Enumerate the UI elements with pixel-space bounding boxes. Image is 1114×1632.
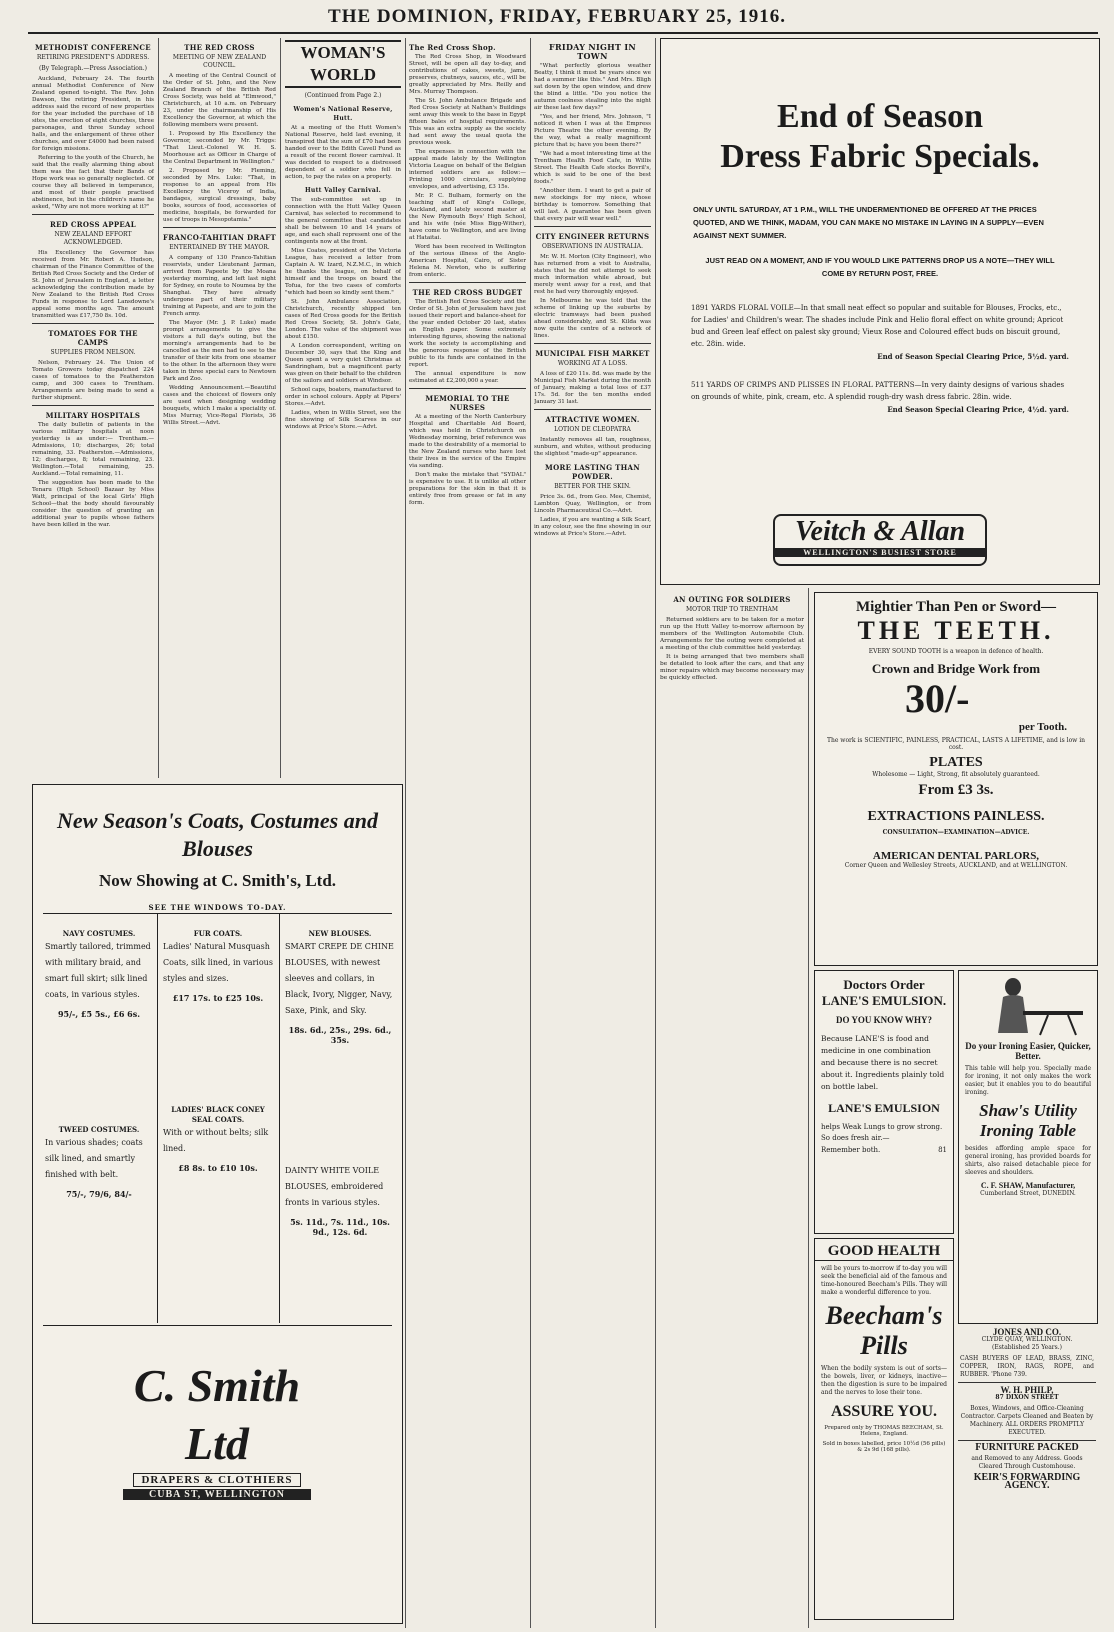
paragraph: 1. Proposed by His Excellency the Governor, seconded by Mr. Triggs: "That Lieut.-Colonel W. H. S. Moorhouse act as Officer in Charge of the Central Department in Wellington." <box>163 131 276 165</box>
headline: MEMORIAL TO THE NURSES <box>425 394 510 412</box>
divider <box>279 913 280 1323</box>
subhead: WORKING AT A LOSS. <box>557 360 628 367</box>
product-price: £8 8s. to £10 10s. <box>178 1163 258 1173</box>
ad-line: EVERY SOUND TOOTH is a weapon in defence of health. <box>868 648 1044 655</box>
product-navy-costumes <box>45 929 153 1019</box>
column-rule <box>808 588 809 1628</box>
ad-title: KEIR'S FORWARDING AGENCY. <box>973 1472 1081 1491</box>
masthead: THE DOMINION, FRIDAY, FEBRUARY 25, 1916. <box>328 6 786 27</box>
paragraph: The Red Cross Shop, in Woodward Street, will be open all day to-day, and contributions of cakes, sweets, jams, preserves, chutneys, sauces, etc., will be greatly appreciated by Mrs. Reilly and Mrs. Murray Thompson. <box>409 54 526 95</box>
paragraph: In Melbourne he was told that the scheme of linking up the suburbs by electric tramways had been pushed ahead considerably, and St. Kilda was now quite the centre of a network of lines. <box>534 298 651 339</box>
column-womans-world <box>285 38 401 778</box>
ad-line: (Established 25 Years.) <box>991 1344 1062 1351</box>
divider <box>534 409 651 410</box>
logo-subtext: WELLINGTON'S BUSIEST STORE <box>775 548 985 557</box>
ad-title: New Season's Coats, Costumes and Blouses <box>57 808 378 861</box>
ad-title: Doctors Order <box>843 977 925 992</box>
ad-title: Pills <box>860 1331 908 1360</box>
headline: TOMATOES FOR THE CAMPS <box>48 329 138 347</box>
ad-title: End of Season <box>777 98 983 135</box>
headline: MORE LASTING THAN POWDER. <box>545 463 640 481</box>
logo-text: C. Smith Ltd <box>133 1360 301 1469</box>
column-red-cross <box>163 38 276 778</box>
ad-title: LANE'S EMULSION <box>828 1101 940 1115</box>
ad-price: 30/- <box>905 676 970 721</box>
paragraph: The expenses in connection with the appeal made lately by the Wellington Victoria League on behalf of the Belgian interned soldiers are as follow:— Printing 1000 circulars, supplying envelopes, and advertising, £3 15s. <box>409 149 526 190</box>
ad-title: Ironing Table <box>979 1121 1077 1140</box>
section-title: Women's National Reserve, Hutt. <box>293 106 393 122</box>
product-price: 75/-, 79/6, 84/- <box>66 1189 132 1199</box>
ad-title: W. H. PHILP, <box>1000 1385 1054 1395</box>
shaw-ironing-ad <box>958 970 1098 1324</box>
ad-intro: ONLY UNTIL SATURDAY, AT 1 P.M., WILL THE UNDERMENTIONED BE OFFERED AT THE PRICES QUOTED, AND WE THINK, MADAM, YOU CAN MAKE NO MISTAKE IN LAYING IN A SUPPLY—EVEN AGAINST NEXT SUMMER. <box>693 205 1044 240</box>
paragraph: Ladies, if you are wanting a Silk Scarf, in any colour, see the fine showing in our windows at Price's Store.—Advt. <box>534 517 651 537</box>
ad-body: This table will help you. Specially made for ironing, it not only makes the work easier, but it enables you to do beautiful ironing. <box>965 1065 1091 1096</box>
ad-line: Wholesome — Light, Strong, fit absolutely guaranteed. <box>872 771 1040 778</box>
paragraph: Nelson, February 24. The Union of Tomato Growers today dispatched 224 cases of tomatoes to the Featherston camp, and 300 cases to Trentham. Arrangements are being made to send a further shipment. <box>32 360 154 401</box>
ad-body: besides affording ample space for general ironing, has provided boards for shirts, also raised detachable piece for sleeves and shoulders. <box>965 1145 1091 1176</box>
product-title: NEW BLOUSES. <box>308 929 372 938</box>
subhead: NEW ZEALAND EFFORT ACKNOWLEDGED. <box>54 231 132 246</box>
paragraph: The British Red Cross Society and the Order of St. John of Jerusalem have just issued their report and balance-sheet for the year ended October 20 last, states an English paper. Some extremely interesting figures, showing the national work the society is accomplishing and the generous response of the British public to its funds are contained in the report. <box>409 299 526 368</box>
paragraph: Miss Coates, president of the Victoria League, has received a letter from Captain A. W. Izard, N.Z.M.C., in which he thanks the league, on behalf of himself and the troops on board the Tofua, for the two cases of comforts "which had been so kindly sent them." <box>285 248 401 296</box>
headline: ATTRACTIVE WOMEN. <box>545 415 640 424</box>
ad-item: 1891 YARDS FLORAL VOILE—In that small neat effect so popular and suitable for Blouses, Frocks, etc., for Ladies' and Children's wear. The shades include Pink and Helio floral effect on white ground; Apricot bud and Green leaf effect on palest sky ground; Vieux Rose and Coloured effect buds on biscuit ground, etc. 28in. wide. <box>691 304 1064 348</box>
subhead: MEETING OF NEW ZEALAND COUNCIL. <box>172 54 267 69</box>
subhead: MOTOR TRIP TO TRENTHAM <box>686 606 778 613</box>
ad-body: CASH BUYERS OF LEAD, BRASS, ZINC, COPPER, IRON, RAGS, ROPE, and RUBBER. 'Phone 739. <box>960 1355 1094 1378</box>
ad-heading: PLATES <box>929 755 983 770</box>
ad-title: FURNITURE PACKED <box>975 1442 1079 1453</box>
classified-ads <box>958 1328 1096 1618</box>
paragraph: 2. Proposed by Mr. Fleming, seconded by Mrs. Luke: "That, in response to an appeal from His Excellency the Viceroy of India, bandages, surgical dressings, baby books, sources of food, accessories of medicine, hospitals, be forwarded for use of troops in Mesopotamia." <box>163 168 276 223</box>
subhead: LOTION DE CLEOPATRA <box>554 426 631 433</box>
column-rule <box>280 38 281 778</box>
paragraph: Word has been received in Wellington of the serious illness of the Anglo-American Hospital, Cairo, of Sister Helena M. Newton, who is suffering from enteric. <box>409 244 526 278</box>
product-price: £17 17s. to £25 10s. <box>172 993 264 1003</box>
paragraph: Wedding Announcement.—Beautiful cases and the choicest of flowers only are used when designing wedding bouquets, which I make a speciality of. Miss Murray, Vice-Regal Florists, 36 Willis Street.—Advt. <box>163 385 276 426</box>
ad-line: Cumberland Street, DUNEDIN. <box>980 1190 1076 1197</box>
ad-heading: AMERICAN DENTAL PARLORS, <box>872 850 1040 862</box>
column-rule <box>530 38 531 1628</box>
ad-price: End of Season Special Clearing Price, 5½d. yard. <box>877 352 1069 361</box>
paragraph: "Another item. I want to get a pair of new stockings for my niece, whose birthday is tomorrow. Something that will last. A guarantee has been given that every pair will wear well." <box>534 188 651 222</box>
womans-world-banner: WOMAN'S WORLD <box>285 40 401 88</box>
ad-item: 511 YARDS OF CRIMPS AND PLISSES IN FLORAL PATTERNS—In very dainty designs of various shades on grounds of white, pink, cream, etc. A splendid rough-dry wash dress fabric. 28in. wide. <box>691 381 1065 401</box>
divider <box>32 214 154 215</box>
subhead: SUPPLIES FROM NELSON. <box>50 349 136 356</box>
ad-price: End Season Special Clearing Price, 4½d. yard. <box>887 405 1069 414</box>
subhead: ENTERTAINED BY THE MAYOR. <box>169 244 270 251</box>
divider <box>958 1382 1096 1383</box>
column-rule <box>405 38 406 1628</box>
paragraph: A London correspondent, writing on December 30, says that the King and Queen spent a very quiet Christmas at Sandringham, but a magnificent party was given on their behalf to the children of the sailors and soldiers at Windsor. <box>285 343 401 384</box>
headline: AN OUTING FOR SOLDIERS <box>673 595 791 604</box>
product-price: 95/-, £5 5s., £6 6s. <box>57 1009 141 1019</box>
divider <box>409 282 526 283</box>
ad-title: Beecham's <box>825 1301 943 1330</box>
subhead: RETIRING PRESIDENT'S ADDRESS. <box>36 54 150 61</box>
ad-price-unit: per Tooth. <box>1018 721 1067 733</box>
ad-body: Because LANE'S is food and medicine in one combination and because there is no secret about it. Ingredients plainly told on bottle label. <box>821 1034 945 1091</box>
product-desc: Ladies' Natural Musquash Coats, silk lined, in various styles and sizes. <box>163 942 273 983</box>
divider <box>163 227 276 228</box>
ad-line: The work is SCIENTIFIC, PAINLESS, PRACTICAL, LASTS A LIFETIME, and is low in cost. <box>826 737 1086 751</box>
byline: (By Telegraph.—Press Association.) <box>38 65 148 72</box>
divider <box>43 913 392 914</box>
ad-body: will be yours to-morrow if to-day you will seek the beneficial aid of the famous and time-honoured Beecham's Pills. They will make a wonderful difference to you. <box>821 1265 947 1296</box>
product-desc: With or without belts; silk lined. <box>163 1128 269 1153</box>
c-smith-ad <box>32 784 403 1624</box>
ad-title: ASSURE YOU. <box>830 1403 938 1420</box>
product-title: FUR COATS. <box>193 929 243 938</box>
column-friday-night <box>534 38 651 1628</box>
divider <box>409 388 526 389</box>
headline: MUNICIPAL FISH MARKET <box>535 349 650 358</box>
product-tweed-costumes <box>45 1125 153 1199</box>
ad-body: and Removed to any Address. Goods Cleared Through Customhouse. <box>971 1455 1083 1470</box>
headline: THE RED CROSS BUDGET <box>412 288 523 297</box>
product-title: LADIES' BLACK CONEY SEAL COATS. <box>171 1105 265 1124</box>
ad-footer <box>821 1146 947 1154</box>
ad-line: Remember both. <box>821 1146 881 1154</box>
product-desc: Smartly tailored, trimmed with military braid, and smart full skirt; silk lined coats, in various styles. <box>45 942 151 999</box>
ad-line: Prepared only by THOMAS BEECHAM, St. Helens, England. <box>824 1425 944 1437</box>
paragraph: The suggestion has been made to the Tenaru (High School) Bazaar by Miss Watt, principal of the local Girls' High School—that the body should favourably consider the question of granting an additional year to pupils whose fathers have been killed in the war. <box>32 480 154 528</box>
c-smith-logo <box>103 1357 331 1500</box>
paragraph: His Excellency the Governor has received from Mr. Robert A. Hudson, chairman of the Finance Committee of the British Red Cross Society and the Order of St. John of Jerusalem in England, a letter acknowledging the contribution made by New Zealand to the British Red Cross Funds in response to Lord Lansdowne's appeal some months ago. The amount transmitted was £17,750 8s. 10d. <box>32 250 154 319</box>
paragraph: "We had a most interesting time at the Trentham Health Food Cafe, in Willis Street. The Health Cafe stocks Bovril's, which is said to be one of the best foods." <box>534 151 651 185</box>
ad-title: THE TEETH. <box>857 616 1055 645</box>
product-voile-blouses <box>285 1163 395 1237</box>
subhead: BETTER FOR THE SKIN. <box>554 483 631 490</box>
subhead: (Continued from Page 2.) <box>304 92 382 99</box>
paragraph: The Mayor (Mr. J. P. Luke) made prompt arrangements to give the visitors a full day's outing, but the morning's arrangements had to be cancelled as the men had to see to the transfer of their kits from one steamer to the other. In the afternoon they were taken in three special cars to Newtown Park and Zoo. <box>163 320 276 382</box>
ad-line: CONSULTATION—EXAMINATION—ADVICE. <box>882 829 1030 836</box>
paragraph: Instantly removes all tan, roughness, sunburn, and whites, without producing the slightest "made-up" appearance. <box>534 437 651 457</box>
ad-title: GOOD HEALTH <box>815 1243 953 1261</box>
paragraph: School caps, boaters, manufactured to order in school colours. Apply at Pipers' Stores.—Advt. <box>285 387 401 407</box>
divider <box>157 913 158 1323</box>
ad-line: CLYDE QUAY, WELLINGTON. <box>981 1336 1073 1343</box>
product-desc: DAINTY WHITE VOILE BLOUSES, embroidered fronts in various styles. <box>285 1166 384 1207</box>
paragraph: Auckland, February 24. The fourth annual Methodist Conference of New Zealand opened to-night. The Rev. John Dawson, the retiring President, in his address said the record of new properties for the year included the purchase of 18 sites, the erection of eight churches, three parsonages, and three Sunday school halls, and the enlargement of three other churches, and over £4000 had been raised for foreign missions. <box>32 76 154 152</box>
ad-title: JONES AND CO. <box>992 1328 1062 1337</box>
ad-number: 81 <box>938 1146 947 1154</box>
column-soldiers-outing <box>660 590 804 1510</box>
paragraph: The daily bulletin of patients in the various military hospitals at noon yesterday is as under:— Trentham.—Admissions, 10; discharges, 26; total remaining, 33. Featherston.—Admissions, 12; discharges, 8; total remaining, 23. Wellington.—Total remaining, 25. Auckland.—Total remaining, 11. <box>32 422 154 477</box>
ad-intro: JUST READ ON A MOMENT, AND IF YOU WOULD LIKE PATTERNS DROP US A NOTE—THEY WILL COME BY RETURN POST, FREE. <box>705 256 1055 278</box>
ad-maker: C. F. SHAW, Manufacturer, <box>980 1181 1076 1190</box>
product-desc: In various shades; coats silk lined, and smartly finished with belt. <box>45 1138 143 1179</box>
divider <box>534 343 651 344</box>
column-rule <box>158 38 159 778</box>
paragraph: The annual expenditure is now estimated at £2,200,000 a year. <box>409 371 526 384</box>
masthead-rule <box>28 32 1098 34</box>
product-price: 18s. 6d., 25s., 29s. 6d., 35s. <box>288 1025 392 1045</box>
product-crepe-blouses <box>285 929 395 1045</box>
ad-line: 87 DIXON STREET <box>995 1394 1059 1401</box>
headline: METHODIST CONFERENCE <box>35 43 151 52</box>
ad-line: SEE THE WINDOWS TO-DAY. <box>148 903 287 912</box>
ad-heading: EXTRACTIONS PAINLESS. <box>867 809 1045 824</box>
headline: RED CROSS APPEAL <box>50 220 136 229</box>
column-red-cross-shop <box>409 38 526 1628</box>
logo-text: Veitch & Allan <box>794 516 966 547</box>
headline: FRIDAY NIGHT IN TOWN <box>548 42 637 61</box>
headline: CITY ENGINEER RETURNS <box>535 232 650 241</box>
logo-address: CUBA ST, WELLINGTON <box>123 1489 311 1500</box>
product-title: NAVY COSTUMES. <box>62 929 136 938</box>
product-desc: SMART CREPE DE CHINE BLOUSES, with newest sleeves and collars, in Black, Ivory, Nigger, Navy, Saxe, Pink, and Sky. <box>285 942 394 1015</box>
ad-line: Mightier Than Pen or Sword— <box>855 599 1057 615</box>
paragraph: Mr. P. C. Bulham, formerly on the teaching staff of King's College, Auckland, and lately second master at the New Plymouth Boys' High School, and his wife (née Miss Bigg-Wither), have come to Wellington, and are living at Hataitai. <box>409 193 526 241</box>
ad-line: Do your Ironing Easier, Quicker, Better. <box>965 1041 1091 1061</box>
logo-subtext: DRAPERS & CLOTHIERS <box>133 1473 301 1487</box>
veitch-allan-logo <box>773 514 987 566</box>
ad-body: When the bodily system is out of sorts—the bowels, liver, or kidneys, inactive—then the digestion is sure to be impaired and the nerves to lose their tone. <box>821 1365 947 1396</box>
beechams-ad <box>814 1238 954 1620</box>
divider <box>43 1325 392 1326</box>
paragraph: "What perfectly glorious weather Beatty, I think it must be years since we had a summer like this." And Mrs. Bligh sat down by the open window, and drew the blind a little. "Do you notice the autumn coolness stealing into the night air these last few days?" <box>534 63 651 111</box>
paragraph: A loss of £20 11s. 8d. was made by the Municipal Fish Market during the month of January, making a total loss of £37 17s. 5d. for the ten months ended January 31 last. <box>534 371 651 405</box>
ad-title: Now Showing at C. Smith's, Ltd. <box>98 871 337 890</box>
ironing-woman-icon <box>968 975 1088 1037</box>
divider <box>534 226 651 227</box>
section-title: Hutt Valley Carnival. <box>304 187 382 194</box>
paragraph: It is being arranged that two members shall be detailed to look after the cars, and that any minor repairs which may become necessary may be quickly effected. <box>660 654 804 681</box>
ad-line: Crown and Bridge Work from <box>871 661 1041 676</box>
lanes-emulsion-ad <box>814 970 954 1234</box>
headline: The Red Cross Shop. <box>409 43 496 52</box>
divider <box>32 323 154 324</box>
ad-line: helps Weak Lungs to grow strong. So does fresh air.— <box>821 1123 943 1142</box>
headline: FRANCO-TAHITIAN DRAFT <box>163 233 276 242</box>
product-price: 5s. 11d., 7s. 11d., 10s. 9d., 12s. 6d. <box>290 1217 390 1237</box>
paragraph: Don't make the mistake that "SYDAL" is expensive to use. It is unlike all other preparations for the skin in that it is entirely free from grease or fat in any form. <box>409 472 526 506</box>
column-methodist <box>32 38 154 778</box>
headline: MILITARY HOSPITALS <box>45 411 141 420</box>
paragraph: A company of 130 Franco-Tahitian reservists, under Lieutenant Jarman, arrived from Papeete by the Moana yesterday morning, and left last night for Sydney, en route to Noumea by the Shanghai. They have already undergone part of their military training at Papeete, and are to join the French army. <box>163 255 276 317</box>
ad-title: Shaw's Utility <box>979 1101 1077 1120</box>
paragraph: A meeting of the Central Council of the Order of St. John, and the New Zealand Branch of the British Red Cross Society, was held at "Elmwood," Christchurch, at 10 a.m. on February 23, under the chairmanship of His Excellency the Governor, at which the following members were present. <box>163 73 276 128</box>
paragraph: St. John Ambulance Association, Christchurch, recently shipped ten cases of Red Cross goods for the British Red Cross Society, St. John's Gate, London. The value of the shipment was about £150. <box>285 299 401 340</box>
product-title: TWEED COSTUMES. <box>58 1125 140 1134</box>
paragraph: Ladies, when in Willis Street, see the fine showing of Silk Scarves in our windows at Price's Store.—Advt. <box>285 410 401 430</box>
ad-title: Dress Fabric Specials. <box>720 138 1040 175</box>
ad-body: Boxes, Windows, and Office-Cleaning Contractor. Carpets Cleaned and Beaten by Machinery. ALL ORDERS PROMPTLY EXECUTED. <box>960 1405 1094 1436</box>
paragraph: Mr. W. H. Morton (City Engineer), who has returned from a visit to Australia, states that he did not attempt to seek much information while abroad, but merely went away for a rest, and that rest he had very thoroughly enjoyed. <box>534 254 651 295</box>
paragraph: "Yes, and her friend, Mrs. Johnson, "I noticed it when I was at the Empress Picture Theatre the other evening. By the way, what a really magnificent picture that is; have you been there?" <box>534 114 651 148</box>
paragraph: Returned soldiers are to be taken for a motor run up the Hutt Valley to-morrow afternoon by members of the Wellington Automobile Club. Arrangements for the outing were completed at a meeting of the club committee held yesterday. <box>660 617 804 651</box>
ad-line: DO YOU KNOW WHY? <box>835 1015 933 1025</box>
dental-ad <box>814 592 1098 966</box>
paragraph: Price 3s. 6d., from Geo. Mee, Chemist, Lambton Quay, Wellington, or from Lincoln Pharmaceutical Co.—Advt. <box>534 494 651 514</box>
ad-title: LANE'S EMULSION. <box>821 993 947 1008</box>
veitch-allan-ad <box>660 38 1100 585</box>
product-coney-seal-coats <box>163 1105 273 1173</box>
paragraph: The St. John Ambulance Brigade and Red Cross Society at Nathan's Buildings sent away this week to the base in Egypt fifteen bales of hospital requirements. This was an extra supply as the society had sent away the usual quota the previous week. <box>409 98 526 146</box>
paragraph: Referring to the youth of the Church, he said that the really alarming thing about them was the fact that their Bands of Hope work was so generally neglected. Of course they all believed in temperance, and most of their people practised abstinence, but in the children's name he asked, "Why are not more working at it?" <box>32 155 154 210</box>
divider <box>958 1440 1096 1441</box>
paragraph: The sub-committee set up in connection with the Hutt Valley Queen Carnival, has selected to recommend to the general committee that candidates shall be between 10 and 14 years of age, and each shall represent one of the contingents now at the front. <box>285 197 401 245</box>
column-rule <box>655 38 656 1628</box>
paragraph: At a meeting of the North Canterbury Hospital and Charitable Aid Board, which was held in Christchurch on Wednesday morning, brief reference was made to the desirability of a memorial to the New Zealand nurses who have lost their lives in the service of the Empire via sanding. <box>409 414 526 469</box>
headline: THE RED CROSS <box>184 43 255 52</box>
paragraph: At a meeting of the Hutt Women's National Reserve, held last evening, it transpired that the sum of £70 had been handed over to the Edith Cavell Fund as a result of the recent flower carnival. It was decided to respect to a distressed dependent of a soldier who fell in action, to pay the rates on a property. <box>285 125 401 180</box>
product-fur-coats <box>163 929 273 1003</box>
divider <box>32 405 154 406</box>
ad-line: Sold in boxes labelled, price 10½d (56 pills) & 2s 9d (168 pills). <box>822 1441 946 1453</box>
subhead: OBSERVATIONS IN AUSTRALIA. <box>541 243 644 250</box>
ad-line: Corner Queen and Wellesley Streets, AUCKLAND, and at WELLINGTON. <box>844 862 1068 869</box>
ad-price: From £3 3s. <box>918 782 994 798</box>
